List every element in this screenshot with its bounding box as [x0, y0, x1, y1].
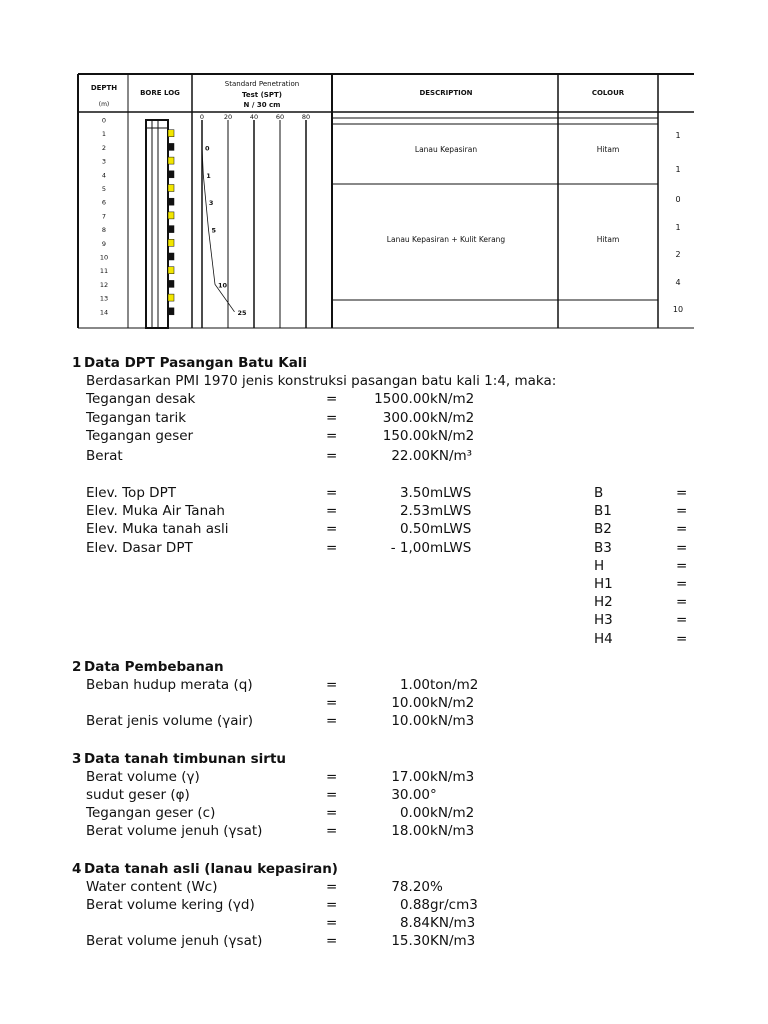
layer-2-colour: Hitam — [596, 235, 620, 244]
row-equals: = — [326, 768, 338, 785]
sample-marker-yellow — [168, 185, 174, 192]
header-depth-unit: (m) — [98, 101, 110, 108]
right-column-values — [673, 131, 683, 314]
spt-point-label: 25 — [237, 308, 247, 317]
header-description: DESCRIPTION — [419, 89, 473, 97]
right-column-value: 0 — [675, 195, 681, 204]
row-unit: mLWS — [430, 539, 472, 556]
sample-marker-yellow — [168, 239, 174, 246]
depth-label: 0 — [101, 116, 107, 125]
spt-scale — [200, 113, 310, 121]
row-unit: KN/m3 — [430, 915, 476, 932]
row-unit: mLWS — [430, 503, 472, 520]
depth-label: 5 — [101, 185, 107, 193]
section-number: 2 — [72, 658, 82, 675]
header-spt-2: Test (SPT) — [242, 91, 282, 99]
data-row — [0, 713, 768, 731]
sample-marker-yellow — [168, 294, 174, 301]
row-equals: = — [326, 447, 338, 464]
layer-1-colour: Hitam — [596, 145, 620, 154]
data-row — [0, 448, 768, 466]
row-value: - 1,00 — [390, 539, 430, 556]
row-value: 15.30 — [391, 933, 430, 950]
dimension-symbol: H — [594, 557, 605, 574]
spt-point-label: 3 — [208, 199, 214, 208]
depth-label: 1 — [101, 130, 107, 139]
row-equals: = — [326, 897, 338, 913]
data-row — [0, 879, 768, 897]
depth-label: 12 — [99, 280, 109, 289]
dimension-symbol: H4 — [594, 630, 613, 647]
depth-label: 14 — [99, 308, 109, 317]
row-unit: mLWS — [430, 485, 472, 501]
dimension-symbol: B3 — [594, 539, 612, 556]
dimension-equals: = — [676, 630, 688, 647]
data-row — [0, 805, 768, 823]
row-label: Tegangan geser (c) — [86, 805, 216, 822]
row-label: Berat volume (γ) — [86, 768, 200, 785]
row-equals: = — [326, 695, 338, 712]
header-depth: DEPTH — [90, 84, 118, 92]
row-unit: % — [430, 878, 443, 895]
dimension-symbol: H3 — [594, 612, 613, 629]
row-equals: = — [326, 521, 338, 538]
right-column-value: 4 — [675, 278, 681, 287]
row-label: Berat volume jenuh (γsat) — [86, 933, 263, 950]
spt-point-label: 1 — [206, 171, 211, 180]
spt-point-label: 10 — [218, 281, 228, 290]
dimension-symbol: B1 — [594, 503, 612, 520]
row-value: 150.00 — [382, 427, 430, 444]
row-value: 1500.00 — [374, 391, 430, 408]
section-number: 3 — [72, 750, 82, 767]
row-label: Tegangan geser — [86, 427, 194, 444]
row-value: 78.20 — [391, 878, 430, 895]
row-unit: kN/m2 — [430, 805, 475, 822]
row-value: 8.84 — [399, 915, 430, 932]
row-value: 1.00 — [399, 677, 430, 693]
depth-label: 11 — [99, 267, 109, 276]
depth-label: 2 — [101, 143, 107, 152]
data-row — [0, 695, 768, 713]
spt-scale-label: 20 — [223, 113, 233, 121]
spt-scale-label: 60 — [275, 113, 285, 121]
section-number: 1 — [72, 355, 82, 371]
sample-marker-black — [168, 280, 174, 287]
row-value: 30.00 — [391, 787, 430, 803]
data-row — [0, 677, 768, 695]
row-value: 0.88 — [399, 897, 430, 913]
row-equals: = — [326, 805, 338, 822]
row-unit: kN/m2 — [430, 695, 475, 712]
dimension-row — [0, 485, 768, 503]
right-column-value: 1 — [675, 223, 681, 232]
dimension-row — [0, 576, 768, 594]
header-colour: COLOUR — [591, 89, 625, 97]
section-number: 4 — [72, 860, 82, 877]
dimension-equals: = — [676, 539, 688, 556]
row-label: Elev. Dasar DPT — [86, 539, 193, 556]
data-row — [0, 428, 768, 446]
row-label: Elev. Top DPT — [86, 485, 176, 501]
sample-marker-black — [168, 198, 174, 205]
row-label: Beban hudup merata (q) — [86, 677, 253, 693]
sample-marker-yellow — [168, 212, 174, 219]
dimension-symbol: H2 — [594, 594, 613, 611]
spt-point-label: 5 — [211, 226, 217, 235]
row-label: Elev. Muka Air Tanah — [86, 503, 225, 520]
row-equals: = — [326, 391, 338, 408]
right-column-value: 2 — [675, 250, 681, 259]
row-value: 0.00 — [399, 805, 430, 822]
spt-scale-label: 40 — [249, 113, 259, 121]
depth-label: 8 — [101, 226, 107, 235]
row-value: 17.00 — [391, 768, 430, 785]
dimension-equals: = — [676, 594, 688, 611]
row-label: Berat volume jenuh (γsat) — [86, 823, 263, 840]
dimension-row — [0, 594, 768, 612]
sample-marker-black — [168, 171, 174, 178]
dimension-row — [0, 521, 768, 539]
row-label: Water content (Wc) — [86, 878, 218, 895]
dimension-row — [0, 503, 768, 521]
header-bore-log: BORE LOG — [140, 89, 180, 97]
dimension-row — [0, 612, 768, 630]
row-equals: = — [326, 933, 338, 950]
sample-marker-yellow — [168, 130, 174, 137]
layer-2-description: Lanau Kepasiran + Kulit Kerang — [386, 235, 506, 244]
row-label: Tegangan tarik — [86, 409, 187, 426]
row-unit: kN/m3 — [430, 713, 475, 730]
row-equals: = — [326, 713, 338, 730]
row-unit: KN/m3 — [430, 933, 476, 950]
row-value: 22.00 — [391, 447, 430, 464]
row-label: Berat jenis volume (γair) — [86, 713, 254, 730]
dimension-equals: = — [676, 557, 688, 574]
row-equals: = — [326, 539, 338, 556]
dimension-equals: = — [676, 576, 688, 592]
row-value: 0.50 — [399, 521, 430, 538]
section-intro: Berdasarkan PMI 1970 jenis konstruksi pasangan batu kali 1:4, maka: — [86, 373, 557, 390]
dimension-symbol: B — [594, 485, 604, 501]
depth-label: 13 — [99, 294, 109, 303]
depth-label: 3 — [101, 157, 107, 166]
row-equals: = — [326, 409, 338, 426]
spt-scale-label: 0 — [199, 113, 205, 121]
row-unit: ton/m2 — [430, 677, 479, 693]
dimension-symbol: H1 — [594, 576, 613, 592]
data-row — [0, 769, 768, 787]
dimension-equals: = — [676, 612, 688, 629]
sample-marker-black — [168, 308, 174, 315]
data-row — [0, 787, 768, 805]
row-value: 2.53 — [399, 503, 430, 520]
row-equals: = — [326, 878, 338, 895]
data-row — [0, 391, 768, 409]
section-title-text: Data Pembebanan — [84, 658, 224, 675]
dimension-row — [0, 540, 768, 558]
dimension-equals: = — [676, 521, 688, 538]
spt-point-label: 0 — [205, 144, 210, 153]
data-row — [0, 933, 768, 951]
header-spt-1: Standard Penetration — [224, 80, 300, 88]
row-equals: = — [326, 677, 338, 693]
row-value: 18.00 — [391, 823, 430, 840]
layer-1-description: Lanau Kepasiran — [414, 145, 478, 154]
data-row — [0, 897, 768, 915]
row-unit: kN/m2 — [430, 427, 475, 444]
dimension-equals: = — [676, 485, 688, 501]
sample-marker-black — [168, 253, 174, 260]
section-title-text: Data DPT Pasangan Batu Kali — [84, 355, 308, 371]
sample-marker-yellow — [168, 157, 174, 164]
row-equals: = — [326, 787, 338, 803]
dimension-row — [0, 558, 768, 576]
row-equals: = — [326, 503, 338, 520]
row-value: 10.00 — [391, 695, 430, 712]
depth-labels — [100, 117, 108, 317]
section-title-text: Data tanah asli (lanau kepasiran) — [84, 860, 338, 877]
right-column-value: 1 — [675, 165, 681, 174]
depth-label: 9 — [101, 239, 107, 248]
row-label: Tegangan desak — [86, 391, 196, 408]
dimension-row — [0, 631, 768, 649]
row-label: Berat volume kering (γd) — [86, 897, 255, 913]
row-unit: KN/m³ — [430, 447, 473, 464]
spt-curve — [202, 144, 247, 316]
row-value: 300.00 — [382, 409, 430, 426]
row-equals: = — [326, 427, 338, 444]
depth-label: 10 — [99, 253, 109, 262]
spt-scale-label: 80 — [301, 113, 311, 121]
bore-log-table — [0, 0, 768, 340]
row-unit: kN/m2 — [430, 409, 475, 426]
row-unit: kN/m2 — [430, 391, 475, 408]
sample-marker-black — [168, 226, 174, 233]
row-label: Berat — [86, 447, 123, 464]
header-spt-3: N / 30 cm — [243, 101, 281, 109]
row-label: sudut geser (φ) — [86, 787, 190, 803]
row-equals: = — [326, 823, 338, 840]
row-equals: = — [326, 915, 338, 932]
dimension-equals: = — [676, 503, 688, 520]
depth-label: 7 — [101, 212, 107, 221]
sample-marker-yellow — [168, 267, 174, 274]
depth-label: 6 — [101, 198, 107, 207]
section-title-text: Data tanah timbunan sirtu — [84, 750, 287, 767]
row-value: 10.00 — [391, 713, 430, 730]
row-unit: mLWS — [430, 521, 472, 538]
row-label: Elev. Muka tanah asli — [86, 521, 229, 538]
row-unit: kN/m3 — [430, 823, 475, 840]
row-unit: gr/cm3 — [430, 897, 478, 913]
row-value: 3.50 — [399, 485, 430, 501]
data-row — [0, 823, 768, 841]
right-column-value: 10 — [672, 305, 684, 314]
data-row — [0, 915, 768, 933]
row-equals: = — [326, 485, 338, 501]
right-column-value: 1 — [675, 131, 681, 140]
row-unit: ° — [430, 787, 437, 803]
row-unit: kN/m3 — [430, 768, 475, 785]
data-row — [0, 410, 768, 428]
depth-label: 4 — [101, 171, 107, 180]
sample-marker-black — [168, 143, 174, 150]
dimension-symbol: B2 — [594, 521, 612, 538]
